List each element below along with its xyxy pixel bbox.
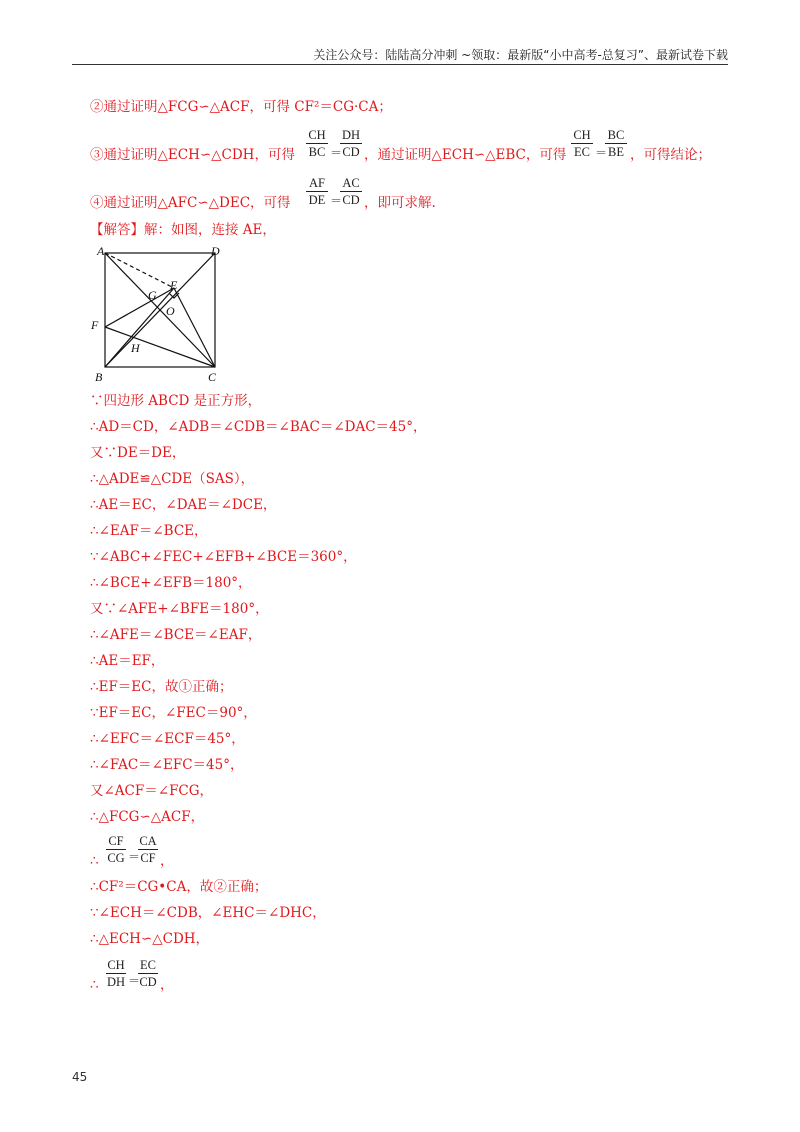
hint-4-part2: ，即可求解. [364,195,436,211]
square-figure [88,240,238,390]
page-number: 45 [72,1070,88,1084]
proof-line: ∴∠BCE+∠EFB＝180°， [90,575,252,591]
proof-line: 又∵∠AFE+∠BFE＝180°， [90,601,269,617]
equals-sign: ＝ [128,850,141,864]
label-c: C [208,370,217,384]
label-a: A [97,244,105,258]
proof-line: ∵∠ECH＝∠CDB，∠EHC＝∠DHC， [90,905,326,921]
fraction-bc-be: BC BE [605,128,627,159]
fraction-ac-cd: AC CD [340,176,362,207]
proof-line: ∴△FCG∽△ACF， [90,809,205,825]
proof-line: ∴∠EFC＝∠ECF＝45°， [90,731,245,747]
proof-line: ∴△ADE≌△CDE（SAS）， [90,471,255,487]
proof-line: ∴AD＝CD，∠ADB＝∠CDB＝∠BAC＝∠DAC＝45°， [90,419,427,435]
proof-line: 又∠ACF＝∠FCG， [90,783,214,799]
label-h: H [131,341,140,355]
proof-line: ∵∠ABC+∠FEC+∠EFB+∠BCE＝360°， [90,549,357,565]
equals-sign: ＝ [595,146,608,160]
hint-4-part1: ④通过证明△AFC∽△DEC，可得 [90,195,291,211]
comma: ， [160,853,174,869]
fraction-af-de: AF DE [306,176,328,207]
hint-3-part1: ③通过证明△ECH∽△CDH，可得 [90,147,295,163]
segment-fe [105,288,174,327]
proof-line: ∴AE＝EF， [90,653,165,669]
therefore-symbol: ∴ [90,853,99,869]
fraction-dh-cd: DH CD [341,128,361,159]
equals-sign: ＝ [330,194,343,208]
label-d: D [211,244,220,258]
label-b: B [95,370,103,384]
proof-line: ∴∠AFE＝∠BCE＝∠EAF， [90,627,262,643]
proof-line: ∴△ECH∽△CDH， [90,931,210,947]
equals-sign: ＝ [128,974,141,988]
page-header: 关注公众号：陆陆高分冲刺 ~领取：最新版“小中高考-总复习”、最新试卷下载 [72,46,728,65]
hint-3-part2: ，通过证明△ECH∽△EBC，可得 [364,147,567,163]
proof-line: ∴∠EAF＝∠BCE， [90,523,208,539]
segment-ae [105,253,174,288]
fraction-ch-ec: CH EC [571,128,593,159]
segment-be [105,288,174,367]
answer-title: 【解答】解：如图，连接 AE， [90,222,276,238]
label-e: E [170,278,178,292]
fraction-ch-dh: CH DH [106,958,126,989]
hint-2: ②通过证明△FCG∽△ACF，可得 CF²＝CG·CA； [90,99,392,115]
proof-line: ∴∠FAC＝∠EFC＝45°， [90,757,244,773]
therefore-symbol: ∴ [90,977,99,993]
label-f: F [91,318,99,332]
proof-line: ∵四边形 ABCD 是正方形， [90,393,262,409]
fraction-cf-cg: CF CG [107,834,125,865]
fraction-ec-cd: EC CD [139,958,157,989]
proof-line: ∴EF＝EC，故①正确； [90,679,233,695]
equals-sign: ＝ [330,146,343,160]
label-o: O [166,304,175,318]
segment-ec [174,288,215,367]
fraction-ca-cf: CA CF [139,834,157,865]
segment-fc [105,327,215,367]
hint-3-part3: ，可得结论； [630,147,711,163]
proof-line: ∵EF＝EC，∠FEC＝90°， [90,705,257,721]
comma: ， [160,977,174,993]
label-g: G [148,288,157,302]
proof-line: ∴CF²＝CG•CA，故②正确； [90,879,268,895]
fraction-ch-bc: CH BC [306,128,328,159]
proof-line: ∴AE＝EC，∠DAE＝∠DCE， [90,497,277,513]
proof-line: 又∵DE＝DE， [90,445,186,461]
